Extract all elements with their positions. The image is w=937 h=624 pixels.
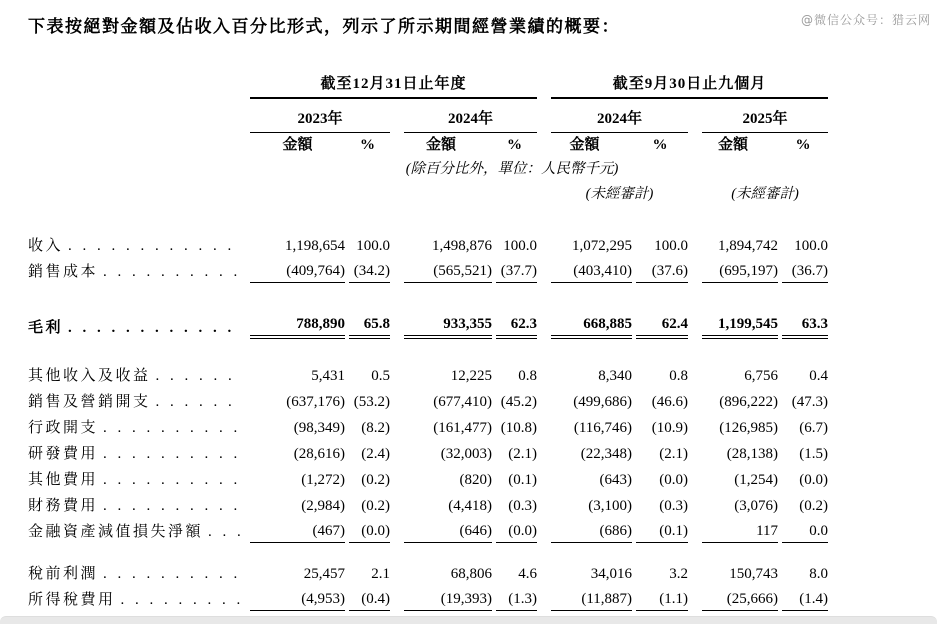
row-label: 其他收入及收益 (28, 368, 151, 384)
cell-amount: 933,355 (390, 311, 492, 339)
cell-percent: 0.8 (518, 368, 538, 384)
cell-percent: 0.0 (778, 517, 828, 543)
cell-percent: (1.4) (778, 585, 828, 611)
document-title: 下表按絕對金額及佔收入百分比形式，列示了所示期間經營業績的概要： (28, 17, 620, 36)
period-group-header-row (28, 72, 828, 99)
cell-amount: (19,393) (390, 585, 492, 611)
cell-percent: (10.9) (651, 420, 689, 436)
cell-amount: (565,521) (390, 257, 492, 283)
cell-amount: 1,498,876 (432, 238, 492, 254)
table-row (28, 387, 828, 413)
year-2025: 2025年 (688, 99, 828, 133)
cell-percent: (53.2) (353, 394, 390, 410)
row-label-cell (28, 361, 250, 387)
table-row (28, 311, 828, 339)
cell-amount: 12,225 (450, 368, 492, 384)
table-row (28, 257, 828, 283)
cell-percent: (8.2) (361, 420, 390, 436)
percent-header: % (507, 137, 522, 153)
financial-table (28, 72, 828, 611)
cell-percent: 0.5 (371, 368, 390, 384)
cell-amount: (116,746) (573, 420, 633, 436)
spacer-row (28, 339, 828, 361)
row-label-cell (28, 585, 250, 611)
cell-amount: (643) (599, 472, 633, 488)
row-label-cell (28, 387, 250, 413)
cell-percent: 4.6 (518, 566, 538, 582)
cell-percent: (2.4) (361, 446, 390, 462)
cell-amount: (28,138) (726, 446, 779, 462)
cell-percent: 62.4 (632, 311, 688, 339)
group-header-nine-months: 截至9月30日止九個月 (537, 72, 828, 99)
dot-leader (103, 446, 242, 463)
year-2024-9m: 2024年 (537, 99, 688, 133)
cell-percent: 65.8 (345, 311, 390, 339)
table-row (28, 361, 828, 387)
cell-amount: 668,885 (537, 311, 632, 339)
cell-amount: 34,016 (590, 566, 633, 582)
cell-percent: (0.4) (345, 585, 390, 611)
cell-percent: (34.2) (345, 257, 390, 283)
cell-amount: (677,410) (433, 394, 492, 410)
table-row (28, 517, 828, 543)
cell-amount: 8,340 (598, 368, 633, 384)
cell-amount: 68,806 (450, 566, 492, 582)
row-label-cell (28, 257, 250, 283)
cell-percent: 8.0 (809, 566, 829, 582)
dot-leader (68, 238, 242, 255)
dot-leader (156, 368, 242, 385)
cell-percent: 3.2 (669, 566, 689, 582)
cell-amount: 25,457 (303, 566, 345, 582)
dot-leader (121, 592, 242, 609)
cell-amount: (22,348) (580, 446, 633, 462)
dot-leader (103, 566, 242, 583)
cell-percent: (1.1) (632, 585, 688, 611)
cell-amount: (499,686) (573, 394, 633, 410)
cell-amount: 1,894,742 (718, 238, 779, 254)
cell-amount: 150,743 (729, 566, 779, 582)
cell-percent: 63.3 (778, 311, 828, 339)
cell-percent: (0.0) (345, 517, 390, 543)
percent-header: % (652, 137, 668, 153)
cell-percent: (2.1) (659, 446, 689, 462)
table-row (28, 491, 828, 517)
cell-percent: 100.0 (356, 238, 390, 254)
cell-percent: (1.5) (799, 446, 829, 462)
amount-header: 金額 (718, 137, 749, 153)
table-row (28, 439, 828, 465)
row-label-cell (28, 559, 250, 585)
spacer-row (28, 207, 828, 231)
cell-amount: (28,616) (293, 446, 345, 462)
table-row (28, 559, 828, 585)
cell-percent: (0.1) (508, 472, 538, 488)
dot-leader (103, 264, 242, 281)
cell-amount: (3,076) (734, 498, 779, 514)
cell-percent: 100.0 (503, 238, 538, 254)
cell-percent: (0.2) (361, 472, 390, 488)
cell-amount: 6,756 (744, 368, 779, 384)
amount-header: 金額 (282, 137, 313, 153)
cell-amount: 788,890 (250, 311, 345, 339)
cell-amount: (2,984) (301, 498, 345, 514)
cell-amount: (126,985) (719, 420, 779, 436)
cell-percent: 100.0 (654, 238, 689, 254)
cell-percent: (0.2) (799, 498, 829, 514)
table-row (28, 413, 828, 439)
cell-percent: (0.3) (508, 498, 538, 514)
table-row (28, 231, 828, 257)
cell-amount: (646) (390, 517, 492, 543)
cell-percent: 2.1 (371, 566, 390, 582)
dot-leader (156, 394, 242, 411)
cell-percent: 100.0 (794, 238, 829, 254)
dot-leader (103, 420, 242, 437)
cell-amount: (403,410) (537, 257, 632, 283)
cell-percent: (6.7) (799, 420, 829, 436)
watermark-text: @微信公众号：猎云网 (800, 13, 931, 27)
cell-percent: (47.3) (791, 394, 829, 410)
cell-amount: (820) (459, 472, 492, 488)
row-label: 稅前利潤 (28, 566, 99, 582)
cell-amount: 1,072,295 (572, 238, 633, 254)
row-label: 研發費用 (28, 446, 99, 462)
row-label: 銷售及營銷開支 (28, 394, 151, 410)
row-label: 銷售成本 (28, 264, 99, 280)
percent-header: % (360, 137, 375, 153)
unit-note: (除百分比外，單位：人民幣千元) (405, 161, 619, 177)
cell-amount: (4,953) (250, 585, 345, 611)
cell-amount: (686) (537, 517, 632, 543)
row-label-cell (28, 465, 250, 491)
cell-percent: (37.6) (632, 257, 688, 283)
row-label: 其他費用 (28, 472, 99, 488)
row-label: 收入 (28, 238, 64, 254)
unaudited-note: (未經審計) (731, 186, 799, 202)
cell-amount: (32,003) (440, 446, 492, 462)
cell-percent: 0.8 (669, 368, 689, 384)
spacer-row (28, 543, 828, 559)
unaudited-note-row (28, 181, 828, 207)
cell-amount: (11,887) (537, 585, 632, 611)
row-label-cell (28, 517, 250, 543)
cell-percent: (10.8) (500, 420, 538, 436)
amount-percent-header-row (28, 133, 828, 157)
cell-percent: (2.1) (508, 446, 538, 462)
cell-amount: (637,176) (286, 394, 345, 410)
row-label: 財務費用 (28, 498, 99, 514)
bottom-edge-strip (0, 616, 937, 624)
cell-amount: (1,272) (301, 472, 345, 488)
row-label-cell (28, 413, 250, 439)
cell-percent: (45.2) (500, 394, 538, 410)
cell-percent: (0.2) (361, 498, 390, 514)
dot-leader (103, 498, 242, 515)
cell-percent: (46.6) (651, 394, 689, 410)
cell-percent: (36.7) (778, 257, 828, 283)
row-label: 金融資產減值損失淨額 (28, 524, 204, 540)
cell-amount: (98,349) (293, 420, 345, 436)
cell-percent: 62.3 (492, 311, 537, 339)
cell-percent: (0.3) (659, 498, 689, 514)
amount-header: 金額 (425, 137, 456, 153)
year-2024: 2024年 (390, 99, 537, 133)
cell-amount: 5,431 (311, 368, 345, 384)
cell-amount: (467) (250, 517, 345, 543)
cell-amount: 1,199,545 (688, 311, 778, 339)
cell-percent: (0.0) (492, 517, 537, 543)
year-header-row (28, 99, 828, 133)
table-row (28, 465, 828, 491)
cell-percent: (0.0) (799, 472, 829, 488)
row-label: 行政開支 (28, 420, 99, 436)
cell-amount: (896,222) (719, 394, 779, 410)
spacer-row (28, 283, 828, 311)
row-label: 所得稅費用 (28, 592, 116, 608)
cell-amount: (1,254) (734, 472, 779, 488)
cell-percent: (0.0) (659, 472, 689, 488)
dot-leader (208, 524, 242, 541)
dot-leader (103, 472, 242, 489)
row-label-cell (28, 231, 250, 257)
cell-amount: (409,764) (250, 257, 345, 283)
row-label-cell (28, 439, 250, 465)
cell-percent: (1.3) (492, 585, 537, 611)
table-row (28, 585, 828, 611)
row-label-cell (28, 311, 250, 339)
cell-percent: (0.1) (632, 517, 688, 543)
cell-amount: 117 (688, 517, 778, 543)
cell-amount: 1,198,654 (285, 238, 345, 254)
cell-amount: (695,197) (688, 257, 778, 283)
cell-amount: (161,477) (433, 420, 492, 436)
cell-amount: (3,100) (588, 498, 633, 514)
row-label: 毛利 (28, 320, 64, 336)
percent-header: % (795, 137, 811, 153)
unit-note-row (28, 157, 828, 181)
cell-percent: 0.4 (809, 368, 829, 384)
group-header-annual: 截至12月31日止年度 (250, 72, 537, 99)
year-2023: 2023年 (250, 99, 390, 133)
table-body (28, 207, 828, 611)
cell-percent: (37.7) (492, 257, 537, 283)
cell-amount: (25,666) (688, 585, 778, 611)
dot-leader (68, 320, 242, 337)
unaudited-note: (未經審計) (585, 186, 654, 202)
amount-header: 金額 (569, 137, 600, 153)
cell-amount: (4,418) (448, 498, 492, 514)
row-label-cell (28, 491, 250, 517)
